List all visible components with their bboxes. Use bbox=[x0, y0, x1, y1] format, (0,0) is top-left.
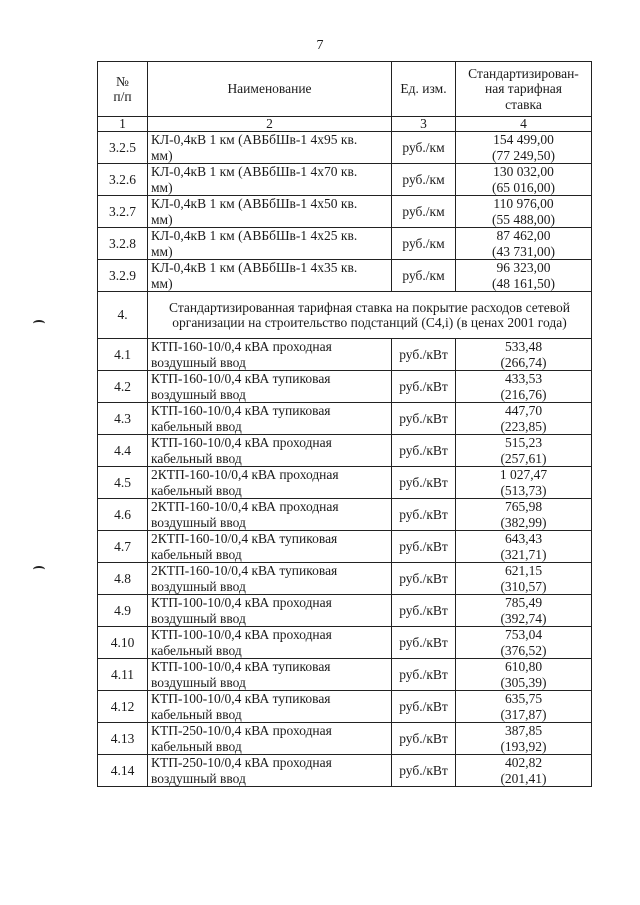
item-name: 2КТП-160-10/0,4 кВА проходная кабельный ввод bbox=[148, 467, 392, 499]
column-number: 3 bbox=[392, 117, 456, 132]
row-number: 3.2.8 bbox=[98, 228, 148, 260]
unit-cell: руб./кВт bbox=[392, 595, 456, 627]
table-row bbox=[98, 164, 592, 196]
rate-value: 1 027,47 bbox=[499, 467, 548, 482]
table-row bbox=[98, 467, 592, 499]
rate-cell bbox=[456, 371, 592, 403]
row-number: 4.5 bbox=[98, 467, 148, 499]
table-row bbox=[98, 531, 592, 563]
row-number: 3.2.6 bbox=[98, 164, 148, 196]
rate-cell bbox=[456, 595, 592, 627]
rate-value-half: (65 016,00) bbox=[492, 179, 555, 195]
margin-mark bbox=[33, 566, 45, 573]
row-number: 4.10 bbox=[98, 627, 148, 659]
table-row bbox=[98, 260, 592, 292]
rate-cell bbox=[456, 627, 592, 659]
page-number: 7 bbox=[316, 38, 324, 53]
table-row bbox=[98, 723, 592, 755]
table-row bbox=[98, 339, 592, 371]
rate-value-half: (513,73) bbox=[500, 482, 547, 498]
rate-value-half: (48 161,50) bbox=[492, 275, 555, 291]
unit-cell: руб./км bbox=[392, 132, 456, 164]
row-number: 4.6 bbox=[98, 499, 148, 531]
unit-cell: руб./кВт bbox=[392, 435, 456, 467]
item-name: КТП-100-10/0,4 кВА проходная воздушный ввод bbox=[148, 595, 392, 627]
rate-value-half: (43 731,00) bbox=[492, 243, 555, 259]
item-name: КЛ-0,4кВ 1 км (АВБбШв-1 4х35 кв. мм) bbox=[148, 260, 392, 292]
rate-value: 515,23 bbox=[504, 435, 543, 450]
rate-value-half: (193,92) bbox=[500, 738, 547, 754]
unit-cell: руб./кВт bbox=[392, 723, 456, 755]
rate-cell bbox=[456, 691, 592, 723]
margin-mark bbox=[33, 320, 45, 327]
rate-value-half: (257,61) bbox=[500, 450, 547, 466]
item-name: КТП-250-10/0,4 кВА проходная воздушный ввод bbox=[148, 755, 392, 787]
table-row bbox=[98, 196, 592, 228]
rate-value-half: (392,74) bbox=[500, 610, 547, 626]
row-number: 3.2.5 bbox=[98, 132, 148, 164]
rate-value: 87 462,00 bbox=[496, 228, 551, 243]
tariff-table bbox=[97, 61, 592, 787]
unit-cell: руб./км bbox=[392, 196, 456, 228]
table-row bbox=[98, 499, 592, 531]
rate-value-half: (317,87) bbox=[500, 706, 547, 722]
item-name: КЛ-0,4кВ 1 км (АВБбШв-1 4х25 кв. мм) bbox=[148, 228, 392, 260]
row-number: 4.2 bbox=[98, 371, 148, 403]
item-name: КТП-160-10/0,4 кВА тупиковая воздушный ввод bbox=[148, 371, 392, 403]
item-name: КЛ-0,4кВ 1 км (АВБбШв-1 4х50 кв. мм) bbox=[148, 196, 392, 228]
rate-value: 635,75 bbox=[504, 691, 543, 706]
column-number: 1 bbox=[98, 117, 148, 132]
rate-value: 154 499,00 bbox=[493, 132, 554, 147]
table-row bbox=[98, 755, 592, 787]
table-row bbox=[98, 595, 592, 627]
item-name: КТП-250-10/0,4 кВА проходная кабельный ввод bbox=[148, 723, 392, 755]
row-number: 4. bbox=[98, 292, 148, 339]
item-name: 2КТП-160-10/0,4 кВА тупиковая кабельный ввод bbox=[148, 531, 392, 563]
rate-value-half: (201,41) bbox=[500, 770, 547, 786]
row-number: 4.13 bbox=[98, 723, 148, 755]
rate-cell bbox=[456, 228, 592, 260]
unit-cell: руб./кВт bbox=[392, 691, 456, 723]
table-row bbox=[98, 563, 592, 595]
unit-cell: руб./кВт bbox=[392, 531, 456, 563]
rate-cell bbox=[456, 132, 592, 164]
unit-cell: руб./кВт bbox=[392, 467, 456, 499]
table-header-row bbox=[98, 62, 592, 117]
rate-value-half: (376,52) bbox=[500, 642, 547, 658]
unit-cell: руб./км bbox=[392, 164, 456, 196]
unit-cell: руб./кВт bbox=[392, 563, 456, 595]
item-name: КТП-100-10/0,4 кВА проходная кабельный ввод bbox=[148, 627, 392, 659]
row-number: 3.2.7 bbox=[98, 196, 148, 228]
row-number: 4.1 bbox=[98, 339, 148, 371]
rate-value: 447,70 bbox=[504, 403, 543, 418]
section-title: Стандартизированная тарифная ставка на покрытие расходов сетевой организации на строительство подстанций (С4,i) (в ценах 2001 года) bbox=[148, 292, 592, 339]
header-name: Наименование bbox=[148, 62, 392, 117]
row-number: 4.3 bbox=[98, 403, 148, 435]
table-row bbox=[98, 132, 592, 164]
rate-value-half: (305,39) bbox=[500, 674, 547, 690]
rate-cell bbox=[456, 563, 592, 595]
column-number: 4 bbox=[456, 117, 592, 132]
table-row bbox=[98, 228, 592, 260]
rate-cell bbox=[456, 467, 592, 499]
rate-value-half: (321,71) bbox=[500, 546, 547, 562]
table-row bbox=[98, 659, 592, 691]
unit-cell: руб./кВт bbox=[392, 403, 456, 435]
item-name: КЛ-0,4кВ 1 км (АВБбШв-1 4х95 кв. мм) bbox=[148, 132, 392, 164]
item-name: 2КТП-160-10/0,4 кВА проходная воздушный ввод bbox=[148, 499, 392, 531]
unit-cell: руб./км bbox=[392, 260, 456, 292]
rate-value-half: (223,85) bbox=[500, 418, 547, 434]
table-row bbox=[98, 403, 592, 435]
header-unit: Ед. изм. bbox=[392, 62, 456, 117]
row-number: 4.11 bbox=[98, 659, 148, 691]
column-number-row bbox=[98, 117, 592, 132]
section-row bbox=[98, 292, 592, 339]
unit-cell: руб./кВт bbox=[392, 499, 456, 531]
unit-cell: руб./кВт bbox=[392, 627, 456, 659]
table-row bbox=[98, 371, 592, 403]
rate-cell bbox=[456, 499, 592, 531]
rate-value: 402,82 bbox=[504, 755, 543, 770]
header-rate: Стандартизирован- ная тарифная ставка bbox=[456, 62, 592, 117]
rate-value: 533,48 bbox=[504, 339, 543, 354]
rate-value-half: (216,76) bbox=[500, 386, 547, 402]
table-row bbox=[98, 435, 592, 467]
row-number: 4.8 bbox=[98, 563, 148, 595]
item-name: КЛ-0,4кВ 1 км (АВБбШв-1 4х70 кв. мм) bbox=[148, 164, 392, 196]
row-number: 4.4 bbox=[98, 435, 148, 467]
unit-cell: руб./кВт bbox=[392, 659, 456, 691]
item-name: КТП-100-10/0,4 кВА тупиковая воздушный ввод bbox=[148, 659, 392, 691]
rate-value: 643,43 bbox=[504, 531, 543, 546]
unit-cell: руб./км bbox=[392, 228, 456, 260]
unit-cell: руб./кВт bbox=[392, 755, 456, 787]
rate-value: 765,98 bbox=[504, 499, 543, 514]
rate-cell bbox=[456, 531, 592, 563]
rate-value-half: (77 249,50) bbox=[492, 147, 555, 163]
row-number: 4.7 bbox=[98, 531, 148, 563]
unit-cell: руб./кВт bbox=[392, 339, 456, 371]
rate-cell bbox=[456, 755, 592, 787]
rate-value-half: (55 488,00) bbox=[492, 211, 555, 227]
rate-value-half: (382,99) bbox=[500, 514, 547, 530]
row-number: 4.12 bbox=[98, 691, 148, 723]
item-name: 2КТП-160-10/0,4 кВА тупиковая воздушный ввод bbox=[148, 563, 392, 595]
rate-value-half: (310,57) bbox=[500, 578, 547, 594]
rate-value-half: (266,74) bbox=[500, 354, 547, 370]
rate-value: 387,85 bbox=[504, 723, 543, 738]
rate-cell bbox=[456, 260, 592, 292]
rate-cell bbox=[456, 339, 592, 371]
header-number: № п/п bbox=[98, 62, 148, 117]
rate-value: 753,04 bbox=[504, 627, 543, 642]
table-row bbox=[98, 627, 592, 659]
unit-cell: руб./кВт bbox=[392, 371, 456, 403]
row-number: 3.2.9 bbox=[98, 260, 148, 292]
item-name: КТП-160-10/0,4 кВА тупиковая кабельный ввод bbox=[148, 403, 392, 435]
rate-cell bbox=[456, 435, 592, 467]
item-name: КТП-160-10/0,4 кВА проходная воздушный ввод bbox=[148, 339, 392, 371]
row-number: 4.14 bbox=[98, 755, 148, 787]
item-name: КТП-160-10/0,4 кВА проходная кабельный ввод bbox=[148, 435, 392, 467]
item-name: КТП-100-10/0,4 кВА тупиковая кабельный ввод bbox=[148, 691, 392, 723]
rate-value: 785,49 bbox=[504, 595, 543, 610]
row-number: 4.9 bbox=[98, 595, 148, 627]
rate-cell bbox=[456, 723, 592, 755]
rate-value: 433,53 bbox=[504, 371, 543, 386]
rate-cell bbox=[456, 659, 592, 691]
rate-value: 110 976,00 bbox=[493, 196, 554, 211]
rate-cell bbox=[456, 164, 592, 196]
rate-cell bbox=[456, 403, 592, 435]
rate-value: 96 323,00 bbox=[496, 260, 551, 275]
column-number: 2 bbox=[148, 117, 392, 132]
table-row bbox=[98, 691, 592, 723]
rate-value: 621,15 bbox=[504, 563, 543, 578]
rate-cell bbox=[456, 196, 592, 228]
rate-value: 610,80 bbox=[504, 659, 543, 674]
rate-value: 130 032,00 bbox=[493, 164, 554, 179]
